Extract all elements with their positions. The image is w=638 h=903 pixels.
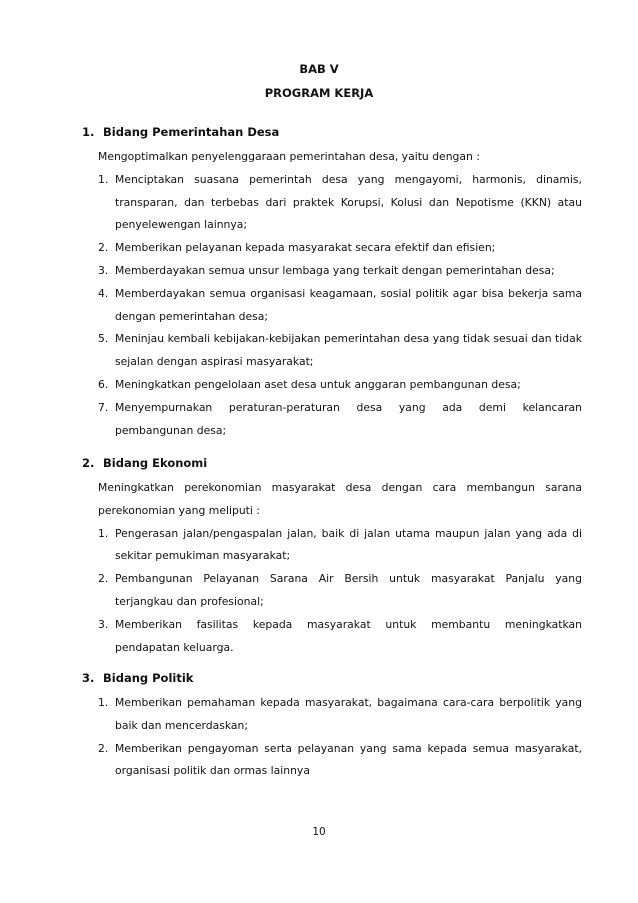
section-intro: Mengoptimalkan penyelenggaraan pemerintahan desa, yaitu dengan : [98, 150, 480, 163]
item-number: 2. [98, 741, 109, 755]
section-politik [82, 670, 582, 783]
list-item [98, 328, 582, 374]
section-number: 1. [82, 125, 95, 139]
item-text: Memberikan pelayanan kepada masyarakat secara efektif dan efisien; [115, 241, 496, 255]
section-list [98, 692, 582, 783]
list-item [98, 738, 582, 784]
item-text: Pengerasan jalan/pengaspalan jalan, baik di jalan utama maupun jalan yang ada di sekitar pemukiman masyarakat; [115, 526, 582, 563]
chapter-number: BAB V [299, 62, 339, 76]
item-text: Memberikan pemahaman kepada masyarakat, bagaimana cara-cara berpolitik yang baik dan mencerdaskan; [115, 696, 582, 732]
item-number: 1. [98, 172, 109, 186]
section-heading [82, 670, 582, 686]
item-number: 1. [98, 696, 109, 709]
item-text: Meninjau kembali kebijakan-kebijakan pemerintahan desa yang tidak sesuai dan tidak sejalan dengan aspirasi masyarakat; [115, 332, 582, 369]
section-list [98, 169, 582, 443]
item-text: Menciptakan suasana pemerintah desa yang mengayomi, harmonis, dinamis, transparan, dan terbebas dari praktek Korupsi, Kolusi dan Nepotisme (KKN) atau penyelewengan lainnya; [115, 172, 582, 232]
item-text: Memberdayakan semua unsur lembaga yang terkait dengan pemerintahan desa; [115, 263, 555, 277]
section-title: Bidang Politik [103, 671, 194, 685]
item-number: 3. [98, 263, 109, 277]
item-number: 1. [98, 526, 109, 540]
section-title: Bidang Pemerintahan Desa [103, 125, 280, 139]
list-item [98, 260, 582, 283]
list-item [98, 692, 582, 738]
item-number: 2. [98, 241, 109, 255]
item-text: Meningkatkan pengelolaan aset desa untuk anggaran pembangunan desa; [115, 377, 521, 391]
section-heading [82, 455, 582, 471]
section-number: 2. [82, 456, 95, 470]
item-number: 4. [98, 286, 109, 300]
chapter-title: PROGRAM KERJA [264, 86, 374, 100]
section-list [98, 523, 582, 660]
list-item [98, 614, 582, 660]
item-number: 7. [98, 400, 109, 414]
item-number: 5. [98, 332, 109, 346]
list-item [98, 169, 582, 237]
section-intro: Meningkatkan perekonomian masyarakat desa dengan cara membangun sarana perekonomian yang meliputi : [98, 481, 582, 517]
item-number: 2. [98, 572, 109, 586]
page-number: 10 [312, 826, 326, 838]
list-item [98, 568, 582, 614]
item-text: Memberikan fasilitas kepada masyarakat untuk membantu meningkatkan pendapatan keluarga. [115, 617, 582, 654]
item-text: Menyempurnakan peraturan-peraturan desa yang ada demi kelancaran pembangunan desa; [115, 400, 582, 437]
item-text: Pembangunan Pelayanan Sarana Air Bersih untuk masyarakat Panjalu yang terjangkau dan profesional; [115, 572, 582, 608]
list-item [98, 237, 582, 260]
list-item [98, 523, 582, 569]
list-item [98, 283, 582, 329]
list-item [98, 374, 582, 397]
section-title: Bidang Ekonomi [103, 456, 208, 470]
section-pemerintahan [82, 124, 582, 442]
section-number: 3. [82, 671, 95, 685]
item-text: Memberdayakan semua organisasi keagamaan, sosial politik agar bisa bekerja sama dengan pemerintahan desa; [115, 286, 582, 323]
list-item [98, 397, 582, 443]
item-text: Memberikan pengayoman serta pelayanan yang sama kepada semua masyarakat, organisasi politik dan ormas lainnya [115, 741, 582, 778]
item-number: 6. [98, 377, 109, 391]
section-heading [82, 124, 582, 140]
section-ekonomi [82, 455, 582, 659]
item-number: 3. [98, 617, 109, 631]
